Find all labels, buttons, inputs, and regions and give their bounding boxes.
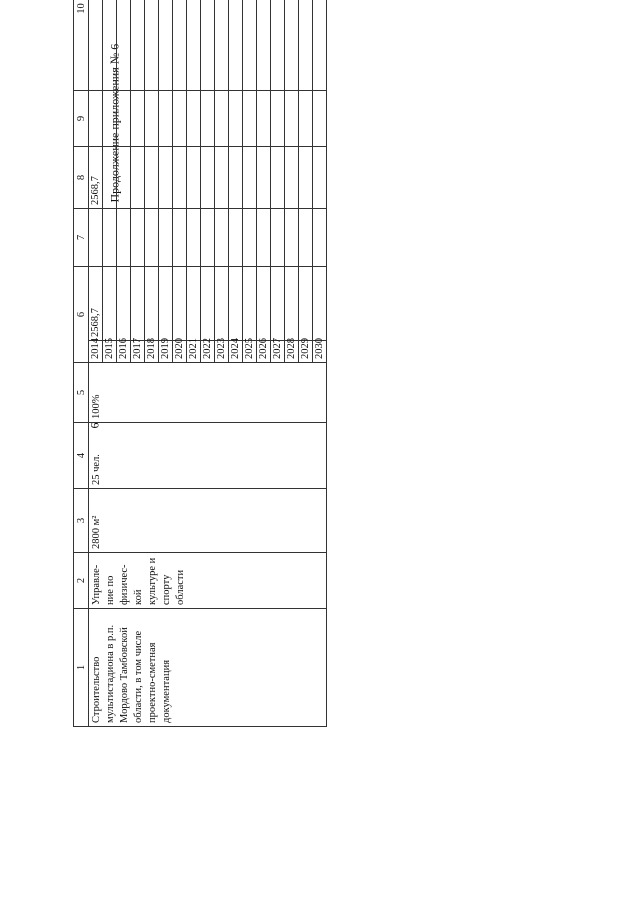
value-line xyxy=(229,147,243,208)
cell-col8 xyxy=(89,147,327,209)
value-line xyxy=(173,267,187,340)
header-cell-7: 7 xyxy=(74,209,89,267)
value-line xyxy=(159,147,173,208)
value-line xyxy=(313,209,326,266)
value-text: 2568,7 xyxy=(90,176,101,205)
value-line xyxy=(187,267,201,340)
page-number: 6 xyxy=(87,422,102,429)
value-line xyxy=(117,147,131,208)
table-row xyxy=(89,0,327,727)
value-line xyxy=(313,267,326,340)
value-line xyxy=(229,267,243,340)
value-line xyxy=(145,209,159,266)
year-item: 2030 xyxy=(314,338,325,359)
year-item: 2018 xyxy=(145,341,159,362)
value-line xyxy=(89,209,103,266)
year-item: 2026 xyxy=(257,341,271,362)
data-table xyxy=(73,0,327,727)
header-cell-4: 4 xyxy=(74,423,89,489)
cell-responsible xyxy=(89,553,327,609)
col9-lines xyxy=(89,91,326,146)
value-line xyxy=(271,147,285,208)
value-line xyxy=(103,91,117,146)
value-line xyxy=(299,91,313,146)
rotated-table-container xyxy=(73,0,325,727)
value-line xyxy=(313,147,326,208)
cell-percent xyxy=(89,363,327,423)
value-line xyxy=(89,147,103,208)
value-line xyxy=(173,0,187,90)
value-line xyxy=(145,91,159,146)
value-line xyxy=(271,267,285,340)
responsible-text: Управле-ние по физичес-кой культуре и спорту области xyxy=(91,557,186,605)
value-line xyxy=(131,0,145,90)
value-text: 2568,7 xyxy=(90,308,101,337)
year-item: 2028 xyxy=(285,341,299,362)
value-line xyxy=(299,267,313,340)
value-line xyxy=(285,147,299,208)
value-line xyxy=(243,147,257,208)
col8-lines xyxy=(89,147,326,208)
value-line xyxy=(187,209,201,266)
year-item: 2017 xyxy=(131,341,145,362)
cell-col7 xyxy=(89,209,327,267)
value-line xyxy=(299,147,313,208)
value-line xyxy=(103,209,117,266)
value-line xyxy=(215,147,229,208)
value-line xyxy=(187,0,201,90)
value-line xyxy=(285,0,299,90)
value-line xyxy=(89,0,103,90)
value-line xyxy=(159,91,173,146)
value-line xyxy=(201,209,215,266)
cell-col6-values xyxy=(89,267,327,341)
value-line xyxy=(131,267,145,340)
value-line xyxy=(271,0,285,90)
header-row xyxy=(74,0,89,727)
value-line xyxy=(215,209,229,266)
value-line xyxy=(257,0,271,90)
value-line xyxy=(243,91,257,146)
years-list xyxy=(89,338,326,362)
value-line xyxy=(215,267,229,340)
value-line xyxy=(271,209,285,266)
year-item: 2022 xyxy=(201,341,215,362)
year-item: 2021 xyxy=(187,341,201,362)
value-line xyxy=(159,0,173,90)
header-cell-5: 5 xyxy=(74,363,89,423)
capacity-text: 2800 м² xyxy=(91,515,102,549)
header-cell-1: 1 xyxy=(74,609,89,727)
value-line xyxy=(89,91,103,146)
value-line xyxy=(243,0,257,90)
value-line xyxy=(201,91,215,146)
year-item: 2019 xyxy=(159,341,173,362)
header-cell-3: 3 xyxy=(74,489,89,553)
value-line xyxy=(229,91,243,146)
cell-years xyxy=(89,338,327,363)
year-item: 2025 xyxy=(243,341,257,362)
col7-lines xyxy=(89,209,326,266)
value-line xyxy=(103,267,117,340)
value-line xyxy=(159,267,173,340)
value-line xyxy=(89,267,103,340)
people-text: 25 чел. xyxy=(91,454,102,485)
value-line xyxy=(299,209,313,266)
value-line xyxy=(187,147,201,208)
value-line xyxy=(215,91,229,146)
value-line xyxy=(299,0,313,90)
value-line xyxy=(313,0,326,90)
value-line xyxy=(229,0,243,90)
appendix-heading: Продолжение приложения № 6 xyxy=(107,43,122,203)
percent-text: 100% xyxy=(91,394,102,419)
value-line xyxy=(117,91,131,146)
value-line xyxy=(131,147,145,208)
value-line xyxy=(187,91,201,146)
value-line xyxy=(285,209,299,266)
value-line xyxy=(243,209,257,266)
value-line xyxy=(173,91,187,146)
value-line xyxy=(285,267,299,340)
value-line xyxy=(257,91,271,146)
value-line xyxy=(229,209,243,266)
header-cell-10: 10 xyxy=(74,0,89,91)
value-line xyxy=(117,0,131,90)
year-item: 2015 xyxy=(103,341,117,362)
year-item: 2029 xyxy=(299,341,313,362)
header-cell-6: 6 xyxy=(74,267,89,363)
value-line xyxy=(257,209,271,266)
value-line xyxy=(257,147,271,208)
cell-people xyxy=(89,423,327,489)
value-line xyxy=(103,147,117,208)
value-line xyxy=(285,91,299,146)
value-line xyxy=(215,0,229,90)
year-item: 2023 xyxy=(215,341,229,362)
value-line xyxy=(159,209,173,266)
header-cell-9: 9 xyxy=(74,91,89,147)
value-line xyxy=(201,267,215,340)
value-line xyxy=(145,147,159,208)
col10-lines xyxy=(89,0,326,90)
value-line xyxy=(201,147,215,208)
value-line xyxy=(117,267,131,340)
value-line xyxy=(173,147,187,208)
cell-col9 xyxy=(89,91,327,147)
value-line xyxy=(117,209,131,266)
value-line xyxy=(201,0,215,90)
col6-lines xyxy=(89,267,326,340)
object-name-text: Строительство мультистадиона в р.п. Мордово Тамбовской области, в том числе проектно-сметная документация xyxy=(91,624,172,723)
header-cell-2: 2 xyxy=(74,553,89,609)
value-line xyxy=(257,267,271,340)
year-item: 2024 xyxy=(229,341,243,362)
value-line xyxy=(243,267,257,340)
year-item: 2014 xyxy=(89,341,103,362)
year-item: 2027 xyxy=(271,341,285,362)
cell-capacity xyxy=(89,489,327,553)
value-line xyxy=(131,209,145,266)
year-item: 2016 xyxy=(117,341,131,362)
value-line xyxy=(145,267,159,340)
value-line xyxy=(313,91,326,146)
value-line xyxy=(103,0,117,90)
header-cell-8: 8 xyxy=(74,147,89,209)
value-line xyxy=(145,0,159,90)
cell-col10 xyxy=(89,0,327,91)
cell-object-name xyxy=(89,609,327,727)
value-line xyxy=(131,91,145,146)
value-line xyxy=(173,209,187,266)
value-line xyxy=(271,91,285,146)
year-item: 2020 xyxy=(173,341,187,362)
